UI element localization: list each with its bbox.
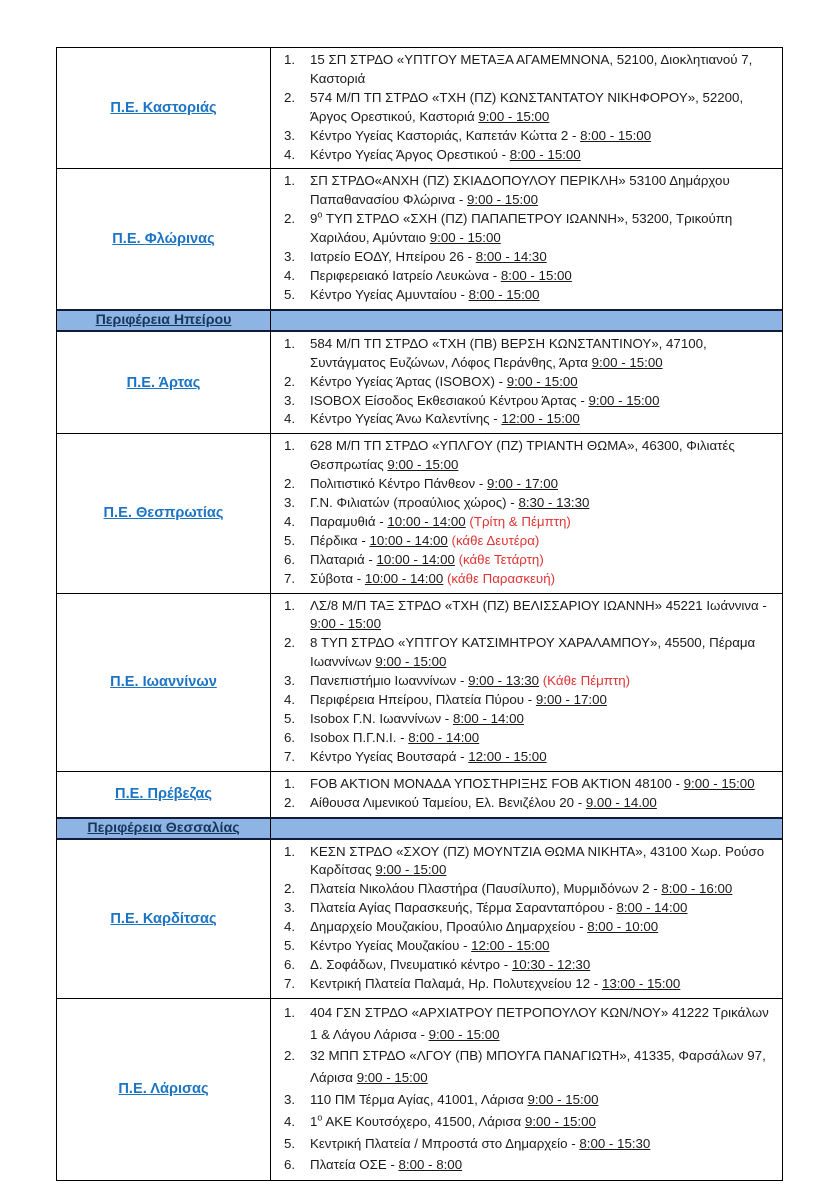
region-group-header-row [57, 309, 782, 332]
opening-hours: 9:00 - 15:00 [506, 373, 578, 389]
location-item [282, 210, 773, 248]
item-text [310, 89, 773, 127]
location-text: Κεντρική Πλατεία / Μπροστά στο Δημαρχείο - [310, 1135, 580, 1151]
item-number: 4. [284, 267, 296, 283]
region-row [57, 840, 782, 998]
schedule-day-note: (κάθε Τετάρτη) [454, 551, 544, 567]
location-item [282, 267, 773, 286]
opening-hours: 8:00 - 15:30 [579, 1135, 651, 1151]
item-text [310, 570, 773, 589]
item-number: 6. [284, 729, 296, 745]
region-group-header-row [57, 817, 782, 840]
item-number: 3. [284, 392, 296, 408]
opening-hours: 9:00 - 15:00 [375, 862, 447, 878]
location-text: 32 ΜΠΠ ΣΤΡΔΟ «ΛΓΟΥ (ΠΒ) ΜΠΟΥΓΑ ΠΑΝΑΓΙΩΤΗ», 41335, Φαρσάλων 97, Λάρισα [310, 1048, 766, 1086]
locations-cell [270, 169, 782, 308]
item-text [310, 210, 773, 248]
opening-hours: 8:30 - 13:30 [518, 495, 590, 511]
region-name-cell [57, 594, 270, 771]
opening-hours: 9:00 - 15:00 [356, 1070, 428, 1086]
item-text [310, 899, 773, 918]
location-text: 574 Μ/Π ΤΠ ΣΤΡΔΟ «ΤΧΗ (ΠΖ) ΚΩΝΣΤΑΝΤΑΤΟΥ ΝΙΚΗΦΟΡΟΥ», 52200, Άργος Ορεστικού, Καστοριά [310, 89, 744, 124]
location-text: Γ.Ν. Φιλιατών (προαύλιος χώρος) - [310, 495, 519, 511]
location-text: Κέντρο Υγείας Καστοριάς, Καπετάν Κώττα 2 - [310, 127, 581, 143]
opening-hours: 9:00 - 15:00 [467, 192, 538, 208]
schedule-day-note: (Κάθε Πέμπτη) [539, 673, 631, 689]
opening-hours: 8:00 - 10:00 [587, 919, 659, 935]
location-text: Περιφέρεια Ηπείρου, Πλατεία Πύρου - [310, 692, 536, 708]
item-text [310, 691, 773, 710]
location-item [282, 532, 773, 551]
location-item [282, 146, 773, 165]
opening-hours: 10:30 - 12:30 [511, 956, 591, 972]
location-text: 1 [310, 1113, 318, 1129]
item-number: 2. [284, 373, 296, 389]
item-number: 3. [284, 1091, 296, 1107]
item-text [310, 672, 773, 691]
location-text: Κεντρική Πλατεία Παλαμά, Ηρ. Πολυτεχνείου 12 - [310, 975, 602, 991]
ordinal-superscript: ο [317, 209, 323, 220]
region-name-cell [57, 48, 270, 168]
opening-hours: 10:00 - 14:00 [376, 551, 455, 567]
item-text [310, 532, 773, 551]
location-text: ΣΠ ΣΤΡΔΟ«ΑΝΧΗ (ΠΖ) ΣΚΙΑΔΟΠΟΥΛΟΥ ΠΕΡΙΚΛΗ» 53100 Δημάρχου Παπαθανασίου Φλώρινα - [310, 173, 730, 208]
location-text: 404 ΓΣΝ ΣΤΡΔΟ «ΑΡΧΙΑΤΡΟΥ ΠΕΤΡΟΠΟΥΛΟΥ ΚΩΝ/ΝΟΥ» 41222 Τρικάλων 1 & Λάγου Λάρισα - [310, 1004, 769, 1042]
location-text: ΛΣ/8 Μ/Π ΤΑΞ ΣΤΡΔΟ «ΤΧΗ (ΠΖ) ΒΕΛΙΣΣΑΡΙΟΥ ΙΩΑΝΝΗ» 45221 Ιωάννινα - [310, 597, 767, 613]
location-text: Isobox Π.Γ.Ν.Ι. - [310, 729, 409, 745]
item-number: 5. [284, 286, 296, 302]
region-name-link[interactable]: Π.Ε. Καστοριάς [110, 100, 217, 117]
region-name-link[interactable]: Π.Ε. Καρδίτσας [110, 910, 217, 927]
location-item [282, 494, 773, 513]
item-text [310, 1133, 773, 1155]
item-number: 3. [284, 900, 296, 916]
opening-hours: 9:00 - 15:00 [375, 654, 447, 670]
group-header-spacer-cell [270, 819, 782, 838]
location-item [282, 172, 773, 210]
item-text [310, 597, 773, 635]
location-text: Κέντρο Υγείας Αμυνταίου - [310, 286, 469, 302]
item-number: 1. [284, 775, 296, 791]
location-text: Πλατεία Αγίας Παρασκευής, Τέρμα Σαρανταπόρου - [310, 900, 617, 916]
opening-hours: 9:00 - 15:00 [591, 354, 663, 370]
opening-hours: 8:00 - 14:30 [475, 249, 547, 265]
item-text [310, 634, 773, 672]
opening-hours: 8:00 - 16:00 [661, 881, 733, 897]
location-item [282, 918, 773, 937]
item-number: 1. [284, 173, 296, 189]
opening-hours: 9:00 - 17:00 [487, 476, 558, 492]
item-text [310, 286, 773, 305]
item-text [310, 1154, 773, 1176]
item-number: 5. [284, 711, 296, 726]
item-number: 7. [284, 975, 296, 991]
location-text: Ιατρείο ΕΟΔΥ, Ηπείρου 26 - [310, 249, 476, 265]
group-header-spacer-cell [270, 311, 782, 330]
location-text: Πέρδικα - [310, 532, 370, 548]
locations-cell [270, 48, 782, 168]
opening-hours: 8:00 - 8:00 [398, 1157, 463, 1173]
region-name-link[interactable]: Π.Ε. Φλώρινας [112, 231, 215, 248]
region-row [57, 593, 782, 771]
item-text [310, 127, 773, 146]
location-item [282, 392, 773, 411]
location-item [282, 1089, 773, 1111]
location-item [282, 794, 773, 813]
item-text [310, 494, 773, 513]
location-item [282, 691, 773, 710]
item-text [310, 748, 773, 767]
schedule-day-note: (Τρίτη & Πέμπτη) [465, 513, 571, 529]
item-number: 1. [284, 1004, 296, 1020]
location-text: Πλατεία Νικολάου Πλαστήρα (Παυσίλυπο), Μυρμιδόνων 2 - [310, 881, 662, 897]
location-item [282, 373, 773, 392]
location-text: 15 ΣΠ ΣΤΡΔΟ «ΥΠΤΓΟΥ ΜΕΤΑΞΑ ΑΓΑΜΕΜΝΟΝΑ, 52100, Διοκλητιανού 7, Καστοριά [310, 52, 753, 86]
opening-hours: 8:00 - 15:00 [509, 146, 581, 162]
location-text: 8 ΤΥΠ ΣΤΡΔΟ «ΥΠΤΓΟΥ ΚΑΤΣΙΜΗΤΡΟΥ ΧΑΡΑΛΑΜΠΟΥ», 45500, Πέραμα Ιωαννίνων [310, 635, 756, 670]
region-name-link[interactable]: Π.Ε. Πρέβεζας [115, 786, 212, 803]
region-name-cell [57, 772, 270, 817]
item-number: 4. [284, 1113, 296, 1129]
location-text: Κέντρο Υγείας Άρτας (ISOBOX) - [310, 373, 507, 389]
region-row [57, 168, 782, 308]
item-number: 1. [284, 335, 296, 351]
item-text [310, 513, 773, 532]
location-text: Παραμυθιά - [310, 513, 388, 529]
location-item [282, 551, 773, 570]
vaccination-points-schedule-table [56, 47, 783, 1181]
region-row [57, 771, 782, 817]
item-number: 5. [284, 1135, 296, 1151]
location-item [282, 775, 773, 794]
location-text: 584 Μ/Π ΤΠ ΣΤΡΔΟ «ΤΧΗ (ΠΒ) ΒΕΡΣΗ ΚΩΝΣΤΑΝΤΙΝΟΥ», 47100, Συντάγματος Ευζώνων, Λόφος Περάνθης, Άρτα [310, 335, 707, 370]
region-name-link[interactable]: Π.Ε. Άρτας [126, 374, 201, 391]
location-item [282, 475, 773, 494]
item-text [310, 794, 773, 813]
location-text: ΚΕΣΝ ΣΤΡΔΟ «ΣΧΟΥ (ΠΖ) ΜΟΥΝΤΖΙΑ ΘΩΜΑ ΝΙΚΗΤΑ», 43100 Χωρ. Ρούσο Καρδίτσας [310, 843, 765, 878]
region-name-cell [57, 332, 270, 434]
item-text [310, 172, 773, 210]
item-number: 2. [284, 794, 296, 810]
location-text: Πολιτιστικό Κέντρο Πάνθεον - [310, 476, 488, 492]
location-item [282, 437, 773, 475]
location-text: Κέντρο Υγείας Άνω Καλεντίνης - [310, 411, 502, 427]
item-number: 3. [284, 127, 296, 143]
region-name-link[interactable]: Π.Ε. Θεσπρωτίας [103, 505, 224, 522]
location-item [282, 570, 773, 589]
location-text: Isobox Γ.Ν. Ιωαννίνων - [310, 711, 453, 726]
location-item [282, 729, 773, 748]
location-text: Πλαταριά - [310, 551, 377, 567]
item-text [310, 248, 773, 267]
location-text: 628 Μ/Π ΤΠ ΣΤΡΔΟ «ΥΠΛΓΟΥ (ΠΖ) ΤΡΙΑΝΤΗ ΘΩΜΑ», 46300, Φιλιατές Θεσπρωτίας [310, 438, 735, 473]
location-item [282, 748, 773, 767]
item-text [310, 267, 773, 286]
item-text [310, 392, 773, 411]
item-number: 4. [284, 692, 296, 708]
opening-hours: 9:00 - 15:00 [387, 457, 459, 473]
locations-cell [270, 840, 782, 998]
item-number: 1. [284, 52, 296, 67]
opening-hours: 9:00 - 15:00 [524, 1113, 596, 1129]
item-number: 2. [284, 211, 296, 227]
location-item [282, 634, 773, 672]
location-item [282, 880, 773, 899]
item-number: 1. [284, 843, 296, 859]
opening-hours: 9:00 - 15:00 [588, 392, 660, 408]
location-item [282, 1154, 773, 1176]
region-name-cell [57, 169, 270, 308]
region-name-link[interactable]: Π.Ε. Ιωαννίνων [110, 674, 217, 691]
location-text: Κέντρο Υγείας Άργος Ορεστικού - [310, 146, 510, 162]
location-text: Πλατεία ΟΣΕ - [310, 1157, 399, 1173]
location-item [282, 710, 773, 729]
item-number: 4. [284, 411, 296, 427]
region-group-header-label: Περιφέρεια Θεσσαλίας [87, 819, 240, 836]
opening-hours: 13:00 - 15:00 [601, 975, 681, 991]
item-text [310, 51, 773, 89]
location-item [282, 51, 773, 89]
item-text [310, 1045, 773, 1089]
region-group-header-label: Περιφέρεια Ηπείρου [95, 311, 232, 328]
item-text [310, 1111, 773, 1133]
location-item [282, 843, 773, 881]
opening-hours: 12:00 - 15:00 [501, 411, 580, 427]
opening-hours: 9:00 - 15:00 [310, 616, 381, 632]
location-text: FOB AKTION ΜΟΝΑΔΑ ΥΠΟΣΤΗΡΙΞΗΣ FOB AKTION 48100 - [310, 775, 684, 791]
item-number: 5. [284, 938, 296, 954]
location-text: 9 [310, 211, 318, 227]
region-row [57, 48, 782, 168]
location-text: Περιφερειακό Ιατρείο Λευκώνα - [310, 267, 501, 283]
location-text: Κέντρο Υγείας Μουζακίου - [310, 938, 472, 954]
locations-cell [270, 772, 782, 817]
location-item [282, 1045, 773, 1089]
region-name-link[interactable]: Π.Ε. Λάρισας [118, 1081, 209, 1098]
location-item [282, 956, 773, 975]
location-item [282, 513, 773, 532]
location-item [282, 410, 773, 429]
item-number: 6. [284, 1157, 296, 1173]
region-name-cell [57, 840, 270, 998]
opening-hours: 9:00 - 13:30 [468, 673, 540, 689]
item-number: 3. [284, 673, 296, 689]
item-number: 2. [284, 89, 296, 105]
opening-hours: 12:00 - 15:00 [471, 938, 550, 954]
item-text [310, 710, 773, 729]
location-text: Δ. Σοφάδων, Πνευματικό κέντρο - [310, 956, 512, 972]
opening-hours: 8:00 - 15:00 [468, 286, 540, 302]
item-number: 2. [284, 635, 296, 651]
item-text [310, 843, 773, 881]
opening-hours: 8:00 - 15:00 [500, 267, 572, 283]
item-number: 2. [284, 881, 296, 897]
opening-hours: 10:00 - 14:00 [369, 532, 448, 548]
item-text [310, 437, 773, 475]
region-row [57, 332, 782, 434]
group-header-cell [57, 819, 270, 838]
opening-hours: 8:00 - 14:00 [408, 729, 480, 745]
item-text [310, 956, 773, 975]
opening-hours: 9:00 - 15:00 [428, 1026, 500, 1042]
location-item [282, 899, 773, 918]
opening-hours: 8:00 - 14:00 [616, 900, 688, 916]
item-number: 4. [284, 513, 296, 529]
item-text [310, 918, 773, 937]
location-text: ISOBOX Είσοδος Εκθεσιακού Κέντρου Άρτας - [310, 392, 589, 408]
item-text [310, 1002, 773, 1046]
opening-hours: 10:00 - 14:00 [364, 570, 444, 586]
location-item [282, 248, 773, 267]
location-item [282, 597, 773, 635]
item-number: 4. [284, 919, 296, 935]
item-text [310, 1089, 773, 1111]
item-number: 7. [284, 748, 296, 764]
item-number: 2. [284, 1048, 296, 1064]
schedule-day-note: (κάθε Δευτέρα) [447, 532, 540, 548]
location-text: ΤΥΠ ΣΤΡΔΟ «ΣΧΗ (ΠΖ) ΠΑΠΑΠΕΤΡΟΥ ΙΩΑΝΝΗ», 53200, Τρικούπη Χαριλάου, Αμύνταιο [310, 211, 733, 246]
opening-hours: 9:00 - 17:00 [535, 692, 607, 708]
item-text [310, 146, 773, 165]
opening-hours: 9:00 - 15:00 [683, 775, 755, 791]
opening-hours: 8:00 - 15:00 [580, 127, 652, 143]
item-number: 4. [284, 146, 296, 162]
location-item [282, 89, 773, 127]
item-text [310, 475, 773, 494]
item-number: 7. [284, 570, 296, 586]
location-item [282, 127, 773, 146]
location-text: ΑΚΕ Κουτσόχερο, 41500, Λάρισα [322, 1113, 525, 1129]
item-text [310, 335, 773, 373]
location-text: Σύβοτα - [310, 570, 365, 586]
ordinal-superscript: ο [317, 1112, 323, 1123]
region-name-cell [57, 434, 270, 592]
location-item [282, 937, 773, 956]
location-item [282, 1111, 773, 1133]
location-item [282, 1002, 773, 1046]
locations-cell [270, 332, 782, 434]
location-text: Κέντρο Υγείας Βουτσαρά - [310, 748, 469, 764]
item-text [310, 975, 773, 994]
item-text [310, 551, 773, 570]
location-item [282, 672, 773, 691]
location-text: Δημαρχείο Μουζακίου, Προαύλιο Δημαρχείου - [310, 919, 588, 935]
locations-cell [270, 999, 782, 1180]
opening-hours: 9:00 - 15:00 [429, 230, 501, 246]
location-item [282, 286, 773, 305]
item-text [310, 410, 773, 429]
locations-cell [270, 594, 782, 771]
item-number: 3. [284, 495, 296, 511]
region-row [57, 433, 782, 592]
item-number: 3. [284, 249, 296, 265]
item-text [310, 373, 773, 392]
item-text [310, 729, 773, 748]
schedule-day-note: (κάθε Παρασκευή) [443, 570, 556, 586]
region-row [57, 998, 782, 1180]
item-text [310, 937, 773, 956]
location-item [282, 975, 773, 994]
item-number: 5. [284, 532, 296, 548]
region-name-cell [57, 999, 270, 1180]
item-text [310, 880, 773, 899]
opening-hours: 9.00 - 14.00 [585, 794, 657, 810]
opening-hours: 8:00 - 14:00 [452, 711, 524, 726]
location-text: 110 ΠΜ Τέρμα Αγίας, 41001, Λάρισα [310, 1091, 528, 1107]
item-number: 2. [284, 476, 296, 492]
opening-hours: 9:00 - 15:00 [478, 108, 550, 124]
item-number: 6. [284, 551, 296, 567]
group-header-cell [57, 311, 270, 330]
item-number: 1. [284, 438, 296, 454]
opening-hours: 9:00 - 15:00 [527, 1091, 599, 1107]
opening-hours: 12:00 - 15:00 [468, 748, 547, 764]
opening-hours: 10:00 - 14:00 [387, 513, 466, 529]
item-number: 1. [284, 597, 296, 613]
item-number: 6. [284, 956, 296, 972]
location-item [282, 335, 773, 373]
location-item [282, 1133, 773, 1155]
location-text: Πανεπιστήμιο Ιωαννίνων - [310, 673, 469, 689]
locations-cell [270, 434, 782, 592]
item-text [310, 775, 773, 794]
location-text: Αίθουσα Λιμενικού Ταμείου, Ελ. Βενιζέλου 20 - [310, 794, 586, 810]
